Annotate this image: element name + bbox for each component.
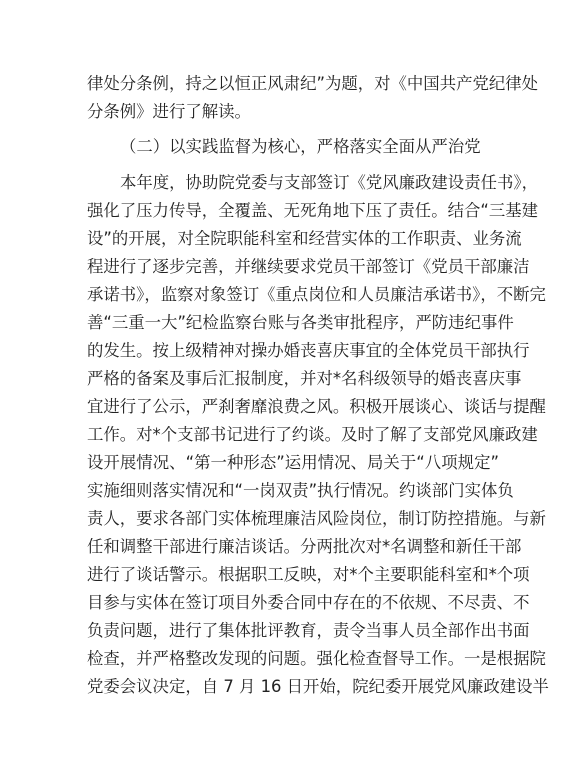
text-line: 党委会议决定，自 7 月 16 日开始，院纪委开展党风廉政建设半	[87, 677, 549, 696]
text-line: 强化了压力传导，全覆盖、无死角地下压了责任。结合“三基建	[87, 201, 539, 220]
text-line: 进行了谈话警示。根据职工反映，对*个主要职能科室和*个项	[87, 565, 530, 584]
section-heading: （二）以实践监督为核心，严格落实全面从严治党	[120, 137, 481, 156]
text-line: 任和调整干部进行廉洁谈话。分两批次对*名调整和新任干部	[87, 537, 522, 556]
paragraph-first-line: 本年度，协助院党委与支部签订《党风廉政建设责任书》，	[120, 173, 538, 192]
text-line: 严格的备案及事后汇报制度，并对*名科级领导的婚丧喜庆事	[87, 369, 522, 388]
text-line: 检查，并严格整改发现的问题。强化检查督导工作。一是根据院	[87, 649, 546, 668]
text-line: 工作。对*个支部书记进行了约谈。及时了解了支部党风廉政建	[87, 425, 538, 444]
text-line: 承诺书》，监察对象签订《重点岗位和人员廉洁承诺书》，不断完	[87, 285, 546, 304]
text-line: 善“三重一大”纪检监察台账与各类审批程序，严防违纪事件	[87, 313, 514, 332]
text-line: 设开展情况、“第一种形态”运用情况、局关于“八项规定”	[87, 453, 499, 472]
text-line: 目参与实体在签订项目外委合同中存在的不依规、不尽责、不	[87, 593, 530, 612]
text-line: 分条例》进行了解读。	[87, 102, 251, 121]
text-line: 宜进行了公示，严刹奢靡浪费之风。积极开展谈心、谈话与提醒	[87, 397, 546, 416]
text-line: 程进行了逐步完善，并继续要求党员干部签订《党员干部廉洁	[87, 257, 530, 276]
text-line: 的发生。按上级精神对操办婚丧喜庆事宜的全体党员干部执行	[87, 341, 530, 360]
text-line: 实施细则落实情况和“一岗双责”执行情况。约谈部门实体负	[87, 481, 514, 500]
text-line: 设”的开展，对全院职能科室和经营实体的工作职责、业务流	[87, 229, 522, 248]
text-line: 负责问题，进行了集体批评教育，责令当事人员全部作出书面	[87, 621, 530, 640]
text-line: 律处分条例，持之以恒正风肃纪”为题，对《中国共产党纪律处	[87, 74, 539, 93]
text-line: 责人，要求各部门实体梳理廉洁风险岗位，制订防控措施。与新	[87, 509, 546, 528]
